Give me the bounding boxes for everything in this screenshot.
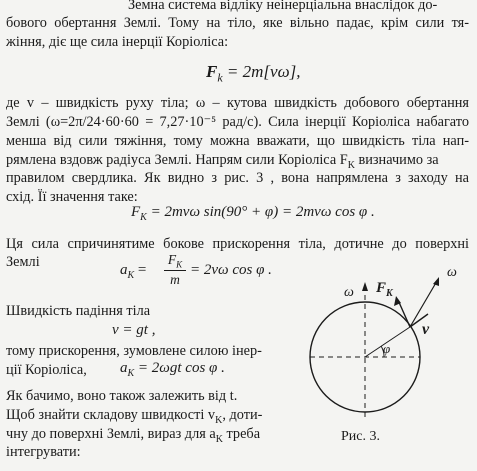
text-line: тому прискорення, зумовлене силою інер- — [6, 343, 262, 359]
text-line: бового обертання Землі. Тому на тіло, яке вільно падає, крім сили тя- — [6, 15, 469, 31]
formula-rhs: = 2ωgt cos φ . — [137, 360, 225, 376]
coriolis-magnitude-formula — [131, 202, 375, 228]
subscript: K — [347, 159, 355, 171]
formula-rhs: = 2m[vω], — [226, 62, 301, 81]
fraction-numerator: $F_K$ — [167, 252, 183, 270]
text-line: Землі (ω=2π/24·60·60 = 7,27·10⁻⁵ рад/с). Сила інерції Коріоліса набагато — [6, 114, 469, 130]
fall-speed-formula: v = gt , — [112, 322, 156, 338]
formula-subscript: K — [127, 270, 135, 281]
text-line: ції Коріоліса, — [6, 362, 87, 378]
text-line: Земна система відліку неінерціальна внаслідок до- — [128, 0, 438, 13]
formula-rhs: = 2mvω sin(90° + φ) = 2mvω cos φ . — [150, 204, 375, 220]
text-line: Щоб знайти складову швидкості $v_K$, доти- — [6, 407, 263, 426]
figure-caption: Рис. 3. — [341, 429, 380, 444]
formula-symbol: a — [120, 360, 128, 376]
omega-axis-label: ω — [344, 285, 354, 300]
acceleration-formula: $a_K$ = — [120, 262, 147, 281]
subscript: K — [215, 414, 223, 426]
axis-arrow-icon — [362, 282, 368, 291]
omega-local-label: ω — [447, 265, 457, 280]
earth-diagram — [300, 258, 470, 454]
text-line: Як бачимо, воно також залежить від t. — [6, 388, 238, 404]
formula-symbol: F — [131, 204, 141, 220]
formula-subscript: k — [217, 70, 223, 85]
text-line: жіння, діє ще сила інерції Коріоліса: — [6, 34, 229, 50]
formula-rhs: = 2vω cos φ . — [190, 262, 272, 278]
subscript: K — [215, 433, 223, 445]
text-line: Землі — [6, 254, 40, 270]
text-line: менша від сили тяжіння, тому можна вважати, що швидкість тіла нап- — [6, 133, 469, 149]
text-line: рямлена вздовж радіуса Землі. Напрям сили Коріоліса $F_K$ визначимо за — [6, 152, 439, 171]
omega-arrow-icon — [433, 277, 439, 286]
text-line: правилом свердлика. Як видно з рис. 3 , вона напрямлена з заходу на — [6, 170, 469, 186]
formula-symbol: F — [206, 62, 218, 81]
coriolis-acceleration-formula — [120, 360, 225, 379]
text-line: де v – швидкість руху тіла; ω – кутова швидкість добового обертання — [6, 95, 469, 111]
velocity-label: v — [422, 321, 430, 338]
text-line: Швидкість падіння тіла — [6, 303, 151, 319]
coriolis-force-formula — [206, 62, 300, 85]
text-line: чну до поверхні Землі, вираз для $a_K$ треба — [6, 426, 261, 445]
formula-subscript: K — [140, 212, 147, 223]
text-line: Ця сила спричинятиме бокове прискорення тіла, дотичне до поверхні — [6, 236, 469, 252]
formula-subscript: K — [127, 368, 135, 379]
coriolis-force-vector — [398, 300, 410, 327]
text-line: схід. Її значення таке: — [6, 189, 138, 205]
fraction-bar — [164, 270, 186, 271]
text-line: інтегрувати: — [6, 444, 81, 460]
formula-symbol: a — [120, 262, 128, 278]
fraction-denominator: m — [170, 272, 180, 287]
angle-label: φ — [383, 341, 391, 356]
force-label: $F_K$ — [376, 280, 393, 299]
